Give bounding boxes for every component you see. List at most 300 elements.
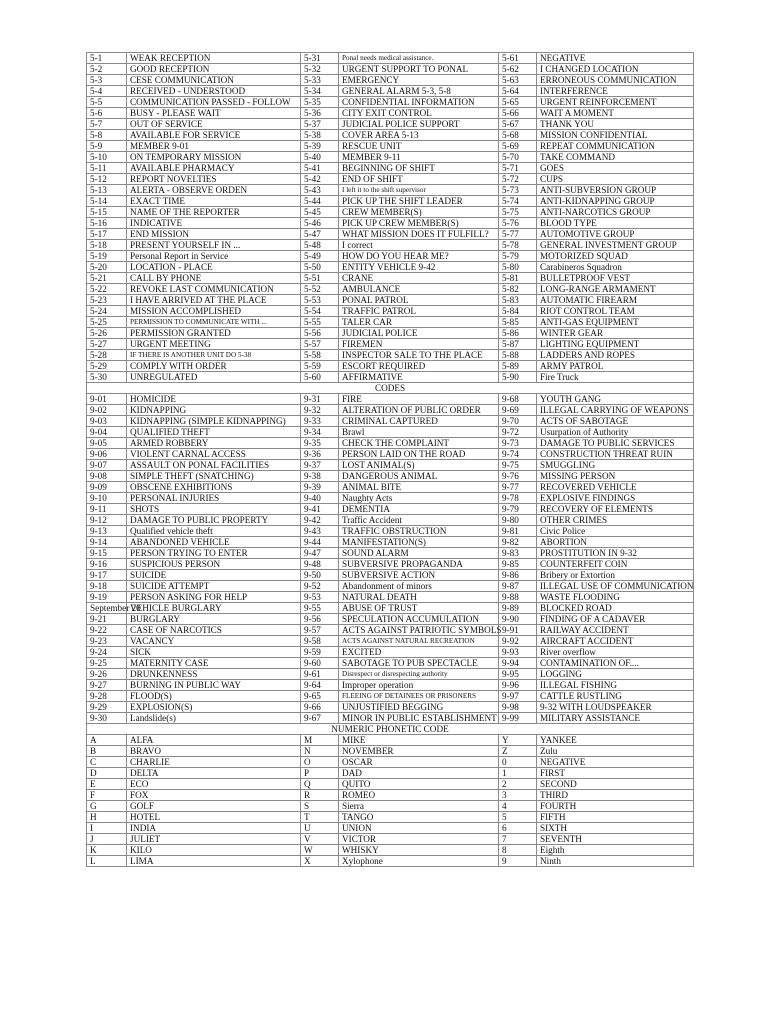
meaning-cell: YOUTH GANG (537, 394, 694, 405)
code-cell: 5-54 (301, 306, 339, 317)
code-cell: 5-6 (87, 108, 127, 119)
meaning-cell: Zulu (537, 746, 694, 757)
code-cell: 5-61 (499, 53, 537, 64)
meaning-cell: CREW MEMBER(S) (339, 207, 499, 218)
meaning-cell: BUSY - PLEASE WAIT (127, 108, 301, 119)
code-row (87, 592, 694, 603)
phonetic-title: NUMERIC PHONETIC CODE (87, 724, 694, 735)
meaning-cell: Civic Police (537, 526, 694, 537)
radio-code-row (87, 53, 694, 64)
meaning-cell: YANKEE (537, 735, 694, 746)
code-cell: 9-88 (499, 592, 537, 603)
code-cell: M (301, 735, 339, 746)
meaning-cell: PERMISSION TO COMMUNICATE WITH ... (127, 317, 301, 328)
meaning-cell: MINOR IN PUBLIC ESTABLISHMENT (339, 713, 499, 724)
meaning-cell: VICTOR (339, 834, 499, 845)
code-cell: R (301, 790, 339, 801)
meaning-cell: SIMPLE THEFT (SNATCHING) (127, 471, 301, 482)
meaning-cell: Sierra (339, 801, 499, 812)
code-cell: 5-70 (499, 152, 537, 163)
radio-code-row (87, 108, 694, 119)
code-cell: Z (499, 746, 537, 757)
code-cell: 5-67 (499, 119, 537, 130)
meaning-cell: FIREMEN (339, 339, 499, 350)
code-cell: K (87, 845, 127, 856)
meaning-cell: URGENT MEETING (127, 339, 301, 350)
meaning-cell: AIRCRAFT ACCIDENT (537, 636, 694, 647)
phonetic-row (87, 801, 694, 812)
code-cell: 5-47 (301, 229, 339, 240)
code-cell: E (87, 779, 127, 790)
code-cell: 9-05 (87, 438, 127, 449)
phonetic-row (87, 845, 694, 856)
meaning-cell: CALL BY PHONE (127, 273, 301, 284)
code-cell: 5-79 (499, 251, 537, 262)
code-cell: 5-63 (499, 75, 537, 86)
code-cell: O (301, 757, 339, 768)
meaning-cell: NEGATIVE (537, 757, 694, 768)
code-cell: 9-01 (87, 394, 127, 405)
meaning-cell: WASTE FLOODING (537, 592, 694, 603)
code-cell: 9-08 (87, 471, 127, 482)
code-row (87, 460, 694, 471)
code-cell: 9-10 (87, 493, 127, 504)
meaning-cell: AMBULANCE (339, 284, 499, 295)
meaning-cell: REPEAT COMMUNICATION (537, 141, 694, 152)
meaning-cell: Improper operation (339, 680, 499, 691)
code-cell: 5-64 (499, 86, 537, 97)
code-cell: 9-29 (87, 702, 127, 713)
meaning-cell: I left it to the shift supervisor (339, 185, 499, 196)
meaning-cell: ILLEGAL FISHING (537, 680, 694, 691)
meaning-cell: BURNING IN PUBLIC WAY (127, 680, 301, 691)
code-row (87, 394, 694, 405)
meaning-cell: ALERTA - OBSERVE ORDEN (127, 185, 301, 196)
code-cell: 5-81 (499, 273, 537, 284)
code-cell: 5-34 (301, 86, 339, 97)
meaning-cell: I HAVE ARRIVED AT THE PLACE (127, 295, 301, 306)
code-cell: 9-23 (87, 636, 127, 647)
meaning-cell: CHARLIE (127, 757, 301, 768)
code-cell: 9-90 (499, 614, 537, 625)
code-cell: I (87, 823, 127, 834)
meaning-cell: CHECK THE COMPLAINT (339, 438, 499, 449)
code-cell: 5-3 (87, 75, 127, 86)
radio-code-row (87, 174, 694, 185)
code-row (87, 482, 694, 493)
meaning-cell: ACTS AGAINST NATURAL RECREATION (339, 636, 499, 647)
code-cell: 9-50 (301, 570, 339, 581)
code-row (87, 471, 694, 482)
code-row (87, 625, 694, 636)
code-cell: 9-69 (499, 405, 537, 416)
code-cell: U (301, 823, 339, 834)
code-cell: 5-55 (301, 317, 339, 328)
meaning-cell: ANTI-KIDNAPPING GROUP (537, 196, 694, 207)
meaning-cell: ALFA (127, 735, 301, 746)
code-cell: 9-64 (301, 680, 339, 691)
code-cell: 5-10 (87, 152, 127, 163)
code-cell: 5-84 (499, 306, 537, 317)
meaning-cell: BEGINNING OF SHIFT (339, 163, 499, 174)
meaning-cell: COMMUNICATION PASSED - FOLLOW (127, 97, 301, 108)
codes-table (86, 52, 694, 867)
meaning-cell: DAMAGE TO PUBLIC SERVICES (537, 438, 694, 449)
meaning-cell: ABANDONED VEHICLE (127, 537, 301, 548)
meaning-cell: MIKE (339, 735, 499, 746)
meaning-cell: GENERAL INVESTMENT GROUP (537, 240, 694, 251)
code-cell: T (301, 812, 339, 823)
code-cell: 4 (499, 801, 537, 812)
code-cell: 9-79 (499, 504, 537, 515)
radio-code-row (87, 86, 694, 97)
phonetic-row (87, 768, 694, 779)
code-cell: 9-85 (499, 559, 537, 570)
code-cell: 5-39 (301, 141, 339, 152)
meaning-cell: BLOOD TYPE (537, 218, 694, 229)
meaning-cell: 9-32 WITH LOUDSPEAKER (537, 702, 694, 713)
code-cell: 5-31 (301, 53, 339, 64)
radio-code-row (87, 196, 694, 207)
code-cell: G (87, 801, 127, 812)
meaning-cell: MEMBER 9-11 (339, 152, 499, 163)
code-cell: V (301, 834, 339, 845)
meaning-cell: Disrespect or disrespecting authority (339, 669, 499, 680)
meaning-cell: SUSPICIOUS PERSON (127, 559, 301, 570)
meaning-cell: Xylophone (339, 856, 499, 867)
code-cell: 5-12 (87, 174, 127, 185)
meaning-cell: THIRD (537, 790, 694, 801)
code-cell: 5-59 (301, 361, 339, 372)
meaning-cell: HOTEL (127, 812, 301, 823)
code-cell: 9-37 (301, 460, 339, 471)
code-cell: 5-44 (301, 196, 339, 207)
code-cell: 9-55 (301, 603, 339, 614)
meaning-cell: SIXTH (537, 823, 694, 834)
meaning-cell: COUNTERFEIT COIN (537, 559, 694, 570)
code-cell: 9-27 (87, 680, 127, 691)
meaning-cell: PROSTITUTION IN 9-32 (537, 548, 694, 559)
meaning-cell: GENERAL ALARM 5-3, 5-8 (339, 86, 499, 97)
code-cell: Y (499, 735, 537, 746)
meaning-cell: ERRONEOUS COMMUNICATION (537, 75, 694, 86)
radio-code-row (87, 75, 694, 86)
code-cell: 9-53 (301, 592, 339, 603)
code-cell: 5-45 (301, 207, 339, 218)
code-cell: 5-65 (499, 97, 537, 108)
meaning-cell: THANK YOU (537, 119, 694, 130)
meaning-cell: I CHANGED LOCATION (537, 64, 694, 75)
meaning-cell: JUDICIAL POLICE (339, 328, 499, 339)
code-cell: 5-68 (499, 130, 537, 141)
code-cell: 5-56 (301, 328, 339, 339)
code-cell: 5-69 (499, 141, 537, 152)
code-cell: 5-15 (87, 207, 127, 218)
meaning-cell: ILLEGAL CARRYING OF WEAPONS (537, 405, 694, 416)
code-cell: 9-78 (499, 493, 537, 504)
code-cell: 5-88 (499, 350, 537, 361)
code-cell: 9-32 (301, 405, 339, 416)
codes-title: CODES (87, 383, 694, 394)
radio-code-row (87, 229, 694, 240)
meaning-cell: EXPLOSION(S) (127, 702, 301, 713)
code-cell: 5-74 (499, 196, 537, 207)
meaning-cell: DRUNKENNESS (127, 669, 301, 680)
meaning-cell: Usurpation of Authority (537, 427, 694, 438)
code-cell: 5-73 (499, 185, 537, 196)
code-cell: 9-13 (87, 526, 127, 537)
code-cell: 9-30 (87, 713, 127, 724)
code-cell: 3 (499, 790, 537, 801)
meaning-cell: REPORT NOVELTIES (127, 174, 301, 185)
code-cell: 9-16 (87, 559, 127, 570)
radio-code-row (87, 152, 694, 163)
code-cell: 9-83 (499, 548, 537, 559)
meaning-cell: ACTS AGAINST PATRIOTIC SYMBOLS (339, 625, 499, 636)
meaning-cell: SPECULATION ACCUMULATION (339, 614, 499, 625)
meaning-cell: LIGHTING EQUIPMENT (537, 339, 694, 350)
code-cell: 9-24 (87, 647, 127, 658)
code-cell: 5-32 (301, 64, 339, 75)
meaning-cell: INTERFERENCE (537, 86, 694, 97)
code-cell: 9-96 (499, 680, 537, 691)
meaning-cell: ROMEO (339, 790, 499, 801)
radio-code-row (87, 240, 694, 251)
code-cell: 9-61 (301, 669, 339, 680)
code-cell: 9-75 (499, 460, 537, 471)
meaning-cell: BLOCKED ROAD (537, 603, 694, 614)
code-cell: 1 (499, 768, 537, 779)
meaning-cell: CESE COMMUNICATION (127, 75, 301, 86)
meaning-cell: KIDNAPPING (SIMPLE KIDNAPPING) (127, 416, 301, 427)
codes-section (87, 394, 694, 724)
code-cell: 9-21 (87, 614, 127, 625)
meaning-cell: COVER AREA 5-13 (339, 130, 499, 141)
meaning-cell: RECOVERED VEHICLE (537, 482, 694, 493)
meaning-cell: TANGO (339, 812, 499, 823)
code-cell: 5-1 (87, 53, 127, 64)
code-row (87, 427, 694, 438)
code-cell: 5-35 (301, 97, 339, 108)
meaning-cell: INSPECTOR SALE TO THE PLACE (339, 350, 499, 361)
meaning-cell: FIFTH (537, 812, 694, 823)
meaning-cell: River overflow (537, 647, 694, 658)
code-row (87, 449, 694, 460)
meaning-cell: MISSING PERSON (537, 471, 694, 482)
meaning-cell: RECOVERY OF ELEMENTS (537, 504, 694, 515)
code-cell: S (301, 801, 339, 812)
code-cell: 5-58 (301, 350, 339, 361)
code-cell: 9-19 (87, 592, 127, 603)
radio-code-row (87, 97, 694, 108)
meaning-cell: OTHER CRIMES (537, 515, 694, 526)
meaning-cell: SUICIDE ATTEMPT (127, 581, 301, 592)
radio-code-row (87, 262, 694, 273)
meaning-cell: LADDERS AND ROPES (537, 350, 694, 361)
meaning-cell: Bribery or Extortion (537, 570, 694, 581)
code-cell: 5-53 (301, 295, 339, 306)
phonetic-row (87, 779, 694, 790)
meaning-cell: EXACT TIME (127, 196, 301, 207)
meaning-cell: TRAFFIC PATROL (339, 306, 499, 317)
radio-code-row (87, 284, 694, 295)
meaning-cell: WINTER GEAR (537, 328, 694, 339)
code-cell: 9-59 (301, 647, 339, 658)
meaning-cell: NEGATIVE (537, 53, 694, 64)
code-cell: 9-92 (499, 636, 537, 647)
code-cell: 5-86 (499, 328, 537, 339)
meaning-cell: LONG-RANGE ARMAMENT (537, 284, 694, 295)
code-cell: 9-39 (301, 482, 339, 493)
code-cell: 9-99 (499, 713, 537, 724)
meaning-cell: PRESENT YOURSELF IN ... (127, 240, 301, 251)
meaning-cell: KIDNAPPING (127, 405, 301, 416)
meaning-cell: MISSION ACCOMPLISHED (127, 306, 301, 317)
code-cell: 9-44 (301, 537, 339, 548)
meaning-cell: Carabineros Squadron (537, 262, 694, 273)
meaning-cell: CATTLE RUSTLING (537, 691, 694, 702)
code-cell: F (87, 790, 127, 801)
code-cell: 5-33 (301, 75, 339, 86)
meaning-cell: PERSONAL INJURIES (127, 493, 301, 504)
code-row (87, 713, 694, 724)
meaning-cell: Qualified vehicle theft (127, 526, 301, 537)
code-cell: 9 (499, 856, 537, 867)
meaning-cell: AVAILABLE PHARMACY (127, 163, 301, 174)
meaning-cell: ANTI-NARCOTICS GROUP (537, 207, 694, 218)
meaning-cell: PERMISSION GRANTED (127, 328, 301, 339)
meaning-cell: ABUSE OF TRUST (339, 603, 499, 614)
code-cell: 9-89 (499, 603, 537, 614)
meaning-cell: CASE OF NARCOTICS (127, 625, 301, 636)
code-cell: B (87, 746, 127, 757)
code-cell: 9-58 (301, 636, 339, 647)
meaning-cell: BULLETPROOF VEST (537, 273, 694, 284)
radio-code-row (87, 306, 694, 317)
meaning-cell: INDICATIVE (127, 218, 301, 229)
code-cell: 8 (499, 845, 537, 856)
meaning-cell: RIOT CONTROL TEAM (537, 306, 694, 317)
radio-code-row (87, 218, 694, 229)
code-cell: 5-14 (87, 196, 127, 207)
code-cell: 2 (499, 779, 537, 790)
code-cell: 5-46 (301, 218, 339, 229)
meaning-cell: FLEEING OF DETAINEES OR PRISONERS (339, 691, 499, 702)
code-cell: 9-48 (301, 559, 339, 570)
code-cell: 5-11 (87, 163, 127, 174)
meaning-cell: RESCUE UNIT (339, 141, 499, 152)
code-cell: 5-42 (301, 174, 339, 185)
code-row (87, 537, 694, 548)
code-cell: H (87, 812, 127, 823)
meaning-cell: FLOOD(S) (127, 691, 301, 702)
meaning-cell: GOES (537, 163, 694, 174)
meaning-cell: ILLEGAL USE OF COMMUNICATION (537, 581, 694, 592)
code-cell: 5-48 (301, 240, 339, 251)
meaning-cell: ANTI-SUBVERSION GROUP (537, 185, 694, 196)
code-cell: 9-81 (499, 526, 537, 537)
meaning-cell: IF THERE IS ANOTHER UNIT DO 5-38 (127, 350, 301, 361)
code-cell: 5-62 (499, 64, 537, 75)
code-cell: 5-85 (499, 317, 537, 328)
code-row (87, 526, 694, 537)
code-cell: 5-28 (87, 350, 127, 361)
code-cell: 9-36 (301, 449, 339, 460)
code-cell: 9-65 (301, 691, 339, 702)
phonetic-section-header (87, 724, 694, 735)
code-cell: 5-2 (87, 64, 127, 75)
code-cell: 9-15 (87, 548, 127, 559)
meaning-cell: UNREGULATED (127, 372, 301, 383)
code-row (87, 559, 694, 570)
radio-code-row (87, 163, 694, 174)
radio-code-row (87, 328, 694, 339)
meaning-cell: COMPLY WITH ORDER (127, 361, 301, 372)
meaning-cell: UNJUSTIFIED BEGGING (339, 702, 499, 713)
meaning-cell: SMUGGLING (537, 460, 694, 471)
radio-code-row (87, 207, 694, 218)
radio-code-row (87, 361, 694, 372)
code-cell: 5-89 (499, 361, 537, 372)
code-cell: 9-67 (301, 713, 339, 724)
meaning-cell: NOVEMBER (339, 746, 499, 757)
meaning-cell: DANGEROUS ANIMAL (339, 471, 499, 482)
meaning-cell: ENTITY VEHICLE 9-42 (339, 262, 499, 273)
code-cell: 9-52 (301, 581, 339, 592)
code-cell: 5-41 (301, 163, 339, 174)
meaning-cell: JULIET (127, 834, 301, 845)
meaning-cell: PERSON TRYING TO ENTER (127, 548, 301, 559)
meaning-cell: MISSION CONFIDENTIAL (537, 130, 694, 141)
code-cell: 9-76 (499, 471, 537, 482)
phonetic-row (87, 790, 694, 801)
meaning-cell: BURGLARY (127, 614, 301, 625)
meaning-cell: REVOKE LAST COMMUNICATION (127, 284, 301, 295)
meaning-cell: CITY EXIT CONTROL (339, 108, 499, 119)
meaning-cell: QUALIFIED THEFT (127, 427, 301, 438)
meaning-cell: Personal Report in Service (127, 251, 301, 262)
code-cell: 9-34 (301, 427, 339, 438)
meaning-cell: ON TEMPORARY MISSION (127, 152, 301, 163)
code-row (87, 669, 694, 680)
meaning-cell: PICK UP THE SHIFT LEADER (339, 196, 499, 207)
code-cell: 5-5 (87, 97, 127, 108)
meaning-cell: DAMAGE TO PUBLIC PROPERTY (127, 515, 301, 526)
radio-code-row (87, 119, 694, 130)
meaning-cell: Ponal needs medical assistance. (339, 53, 499, 64)
meaning-cell: WEAK RECEPTION (127, 53, 301, 64)
meaning-cell: ANTI-GAS EQUIPMENT (537, 317, 694, 328)
code-row (87, 515, 694, 526)
meaning-cell: FOX (127, 790, 301, 801)
code-cell: 5-13 (87, 185, 127, 196)
phonetic-row (87, 746, 694, 757)
code-cell: 5-78 (499, 240, 537, 251)
code-row (87, 405, 694, 416)
code-cell: 9-40 (301, 493, 339, 504)
code-row (87, 548, 694, 559)
code-cell: 5-26 (87, 328, 127, 339)
meaning-cell: URGENT SUPPORT TO PONAL (339, 64, 499, 75)
code-cell: 9-95 (499, 669, 537, 680)
meaning-cell: OUT OF SERVICE (127, 119, 301, 130)
meaning-cell: SUICIDE (127, 570, 301, 581)
code-cell: 9-38 (301, 471, 339, 482)
code-cell: 5-71 (499, 163, 537, 174)
code-cell: 9-35 (301, 438, 339, 449)
meaning-cell: ABORTION (537, 537, 694, 548)
code-cell: 5-72 (499, 174, 537, 185)
